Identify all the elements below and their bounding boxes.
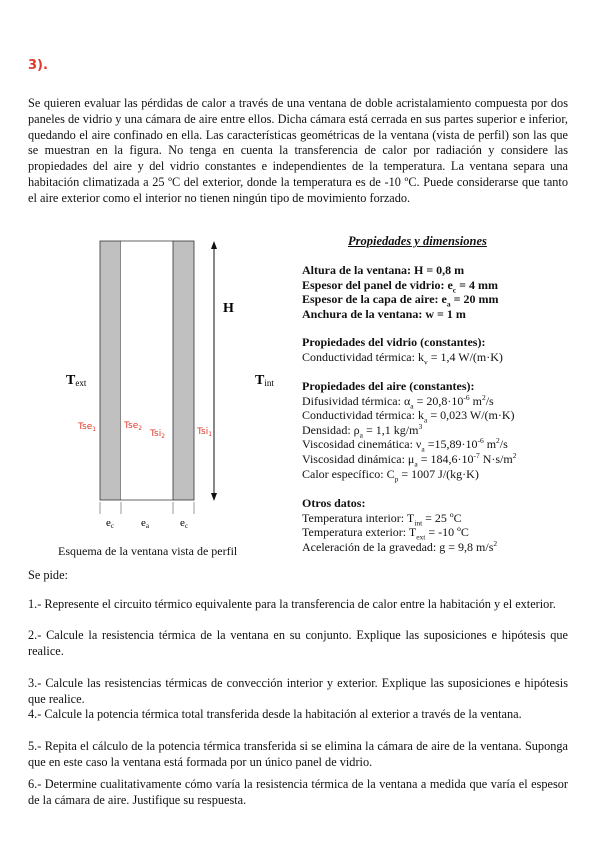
interior-temperature: Temperatura interior: $T_{int} = 25$ ºC (302, 510, 462, 527)
glass-thickness-right-label: ec (180, 517, 188, 530)
exterior-temperature: Temperatura exterior: $T_{ext} = -10$ ºC (302, 525, 469, 542)
handwritten-tsi1-label: Tsi$_1$ (197, 427, 213, 438)
height-arrow-bottom (211, 493, 217, 501)
glass-properties (302, 335, 503, 364)
outer-glass-pane (100, 241, 121, 500)
air-diffusivity: Difusividad térmica: $\alpha_a = 20,8\cdot 10^{-6}$ $m^2/s$ (302, 392, 494, 410)
glass-conductivity: Conductividad térmica: $k_v = 1,4$ W/(m·K) (302, 349, 503, 366)
exterior-temp-label: Text (66, 373, 87, 388)
question-4: 4.- Calcule la potencia térmica total transferida desde la habitación al exterior a través de la ventana. (28, 707, 522, 721)
handwritten-tsi2-label: Tsi$_2$ (150, 429, 166, 440)
window-profile-diagram (40, 238, 290, 558)
interior-temp-label: Tint (255, 373, 274, 388)
air-kinematic-viscosity: Viscosidad cinemática: $\nu_a =15,89\cdot 10^{-6}$ $m^2/s$ (302, 436, 508, 454)
air-properties-header: Propiedades del aire (constantes): (302, 379, 475, 393)
handwritten-tse1-label: Tse$_1$ (78, 422, 97, 433)
gravity: Aceleración de la gravedad: g = 9,8 $m/s^2$ (302, 538, 498, 554)
properties-title: Propiedades y dimensiones (348, 234, 487, 248)
air-thickness-label: ea (141, 517, 149, 530)
glass-thickness-left-label: ec (106, 517, 114, 530)
question-2: 2.- Calcule la resistencia térmica de la ventana en su conjunto. Explique las suposiciones e hipótesis que realice. (28, 628, 568, 658)
width-spec: Anchura de la ventana: w = 1 m (302, 306, 466, 321)
air-density: Densidad: $\rho_a = 1,1$ $kg/m^3$ (302, 421, 423, 440)
air-thickness-spec: Espesor de la capa de aire: $e_a = 20$ mm (302, 292, 499, 309)
handwritten-tse2-label: Tse$_2$ (124, 421, 143, 432)
question-1: 1.- Represente el circuito térmico equivalente para la transferencia de calor entre la habitación y el exterior. (28, 597, 556, 611)
air-gap (121, 241, 173, 500)
question-5: 5.- Repita el cálculo de la potencia térmica transferida si se elimina la cámara de aire de la ventana. Suponga que en este caso la ventana está formada por un único panel de vidrio. (28, 739, 568, 769)
air-conductivity: Conductividad térmica: $k_a = 0,023$ W/(m·K) (302, 408, 515, 425)
height-arrow-top (211, 241, 217, 249)
height-label: H (223, 301, 234, 316)
question-6: 6.- Determine cualitativamente cómo varía la resistencia térmica de la ventana a medida que varía el espesor de la cámara de aire. Justifique su respuesta. (28, 777, 568, 807)
problem-number: 3). (28, 58, 48, 73)
other-data-header: Otros datos: (302, 496, 366, 510)
question-3: 3.- Calcule las resistencias térmicas de convección interior y exterior. Explique las suposiciones e hipótesis que realice. (28, 676, 568, 706)
height-spec: Altura de la ventana: H = 0,8 m (302, 263, 465, 277)
dimensions-list (302, 263, 498, 321)
figure-caption: Esquema de la ventana vista de perfil (58, 544, 238, 558)
air-properties (302, 379, 516, 481)
air-specific-heat: Calor específico: $C_p = 1007$ J/(kg·K) (302, 466, 479, 483)
se-pide-label: Se pide: (28, 568, 68, 582)
inner-glass-pane (173, 241, 194, 500)
other-data (302, 496, 497, 554)
air-dynamic-viscosity: Viscosidad dinámica: $\mu_a = 184,6\cdot 10^{-7}$ $N\cdot s/m^2$ (302, 450, 517, 469)
glass-properties-header: Propiedades del vidrio (constantes): (302, 335, 486, 349)
glass-thickness-spec: Espesor del panel de vidrio: $e_c = 4$ mm (302, 277, 498, 294)
problem-statement: Se quieren evaluar las pérdidas de calor a través de una ventana de doble acristalamiento compuesta por dos paneles de vidrio y una cámara de aire entre ellos. Dicha cámara está cerrada en sus partes superior e inferior, quedando el aire confinado en ella. Las características geométricas de la ventana (vista de perfil) son las que se muestran en la figura. No tenga en cuenta la transferencia de calor por radiación y considere las propiedades del aire y del vidrio constantes e independientes de la temperatura. La ventana separa una habitación climatizada a 25 ºC del exterior, donde la temperatura es de -10 ºC. Puede considerarse que tanto el aire exterior como el interior no tienen ningún tipo de movimiento forzado. (28, 96, 568, 205)
